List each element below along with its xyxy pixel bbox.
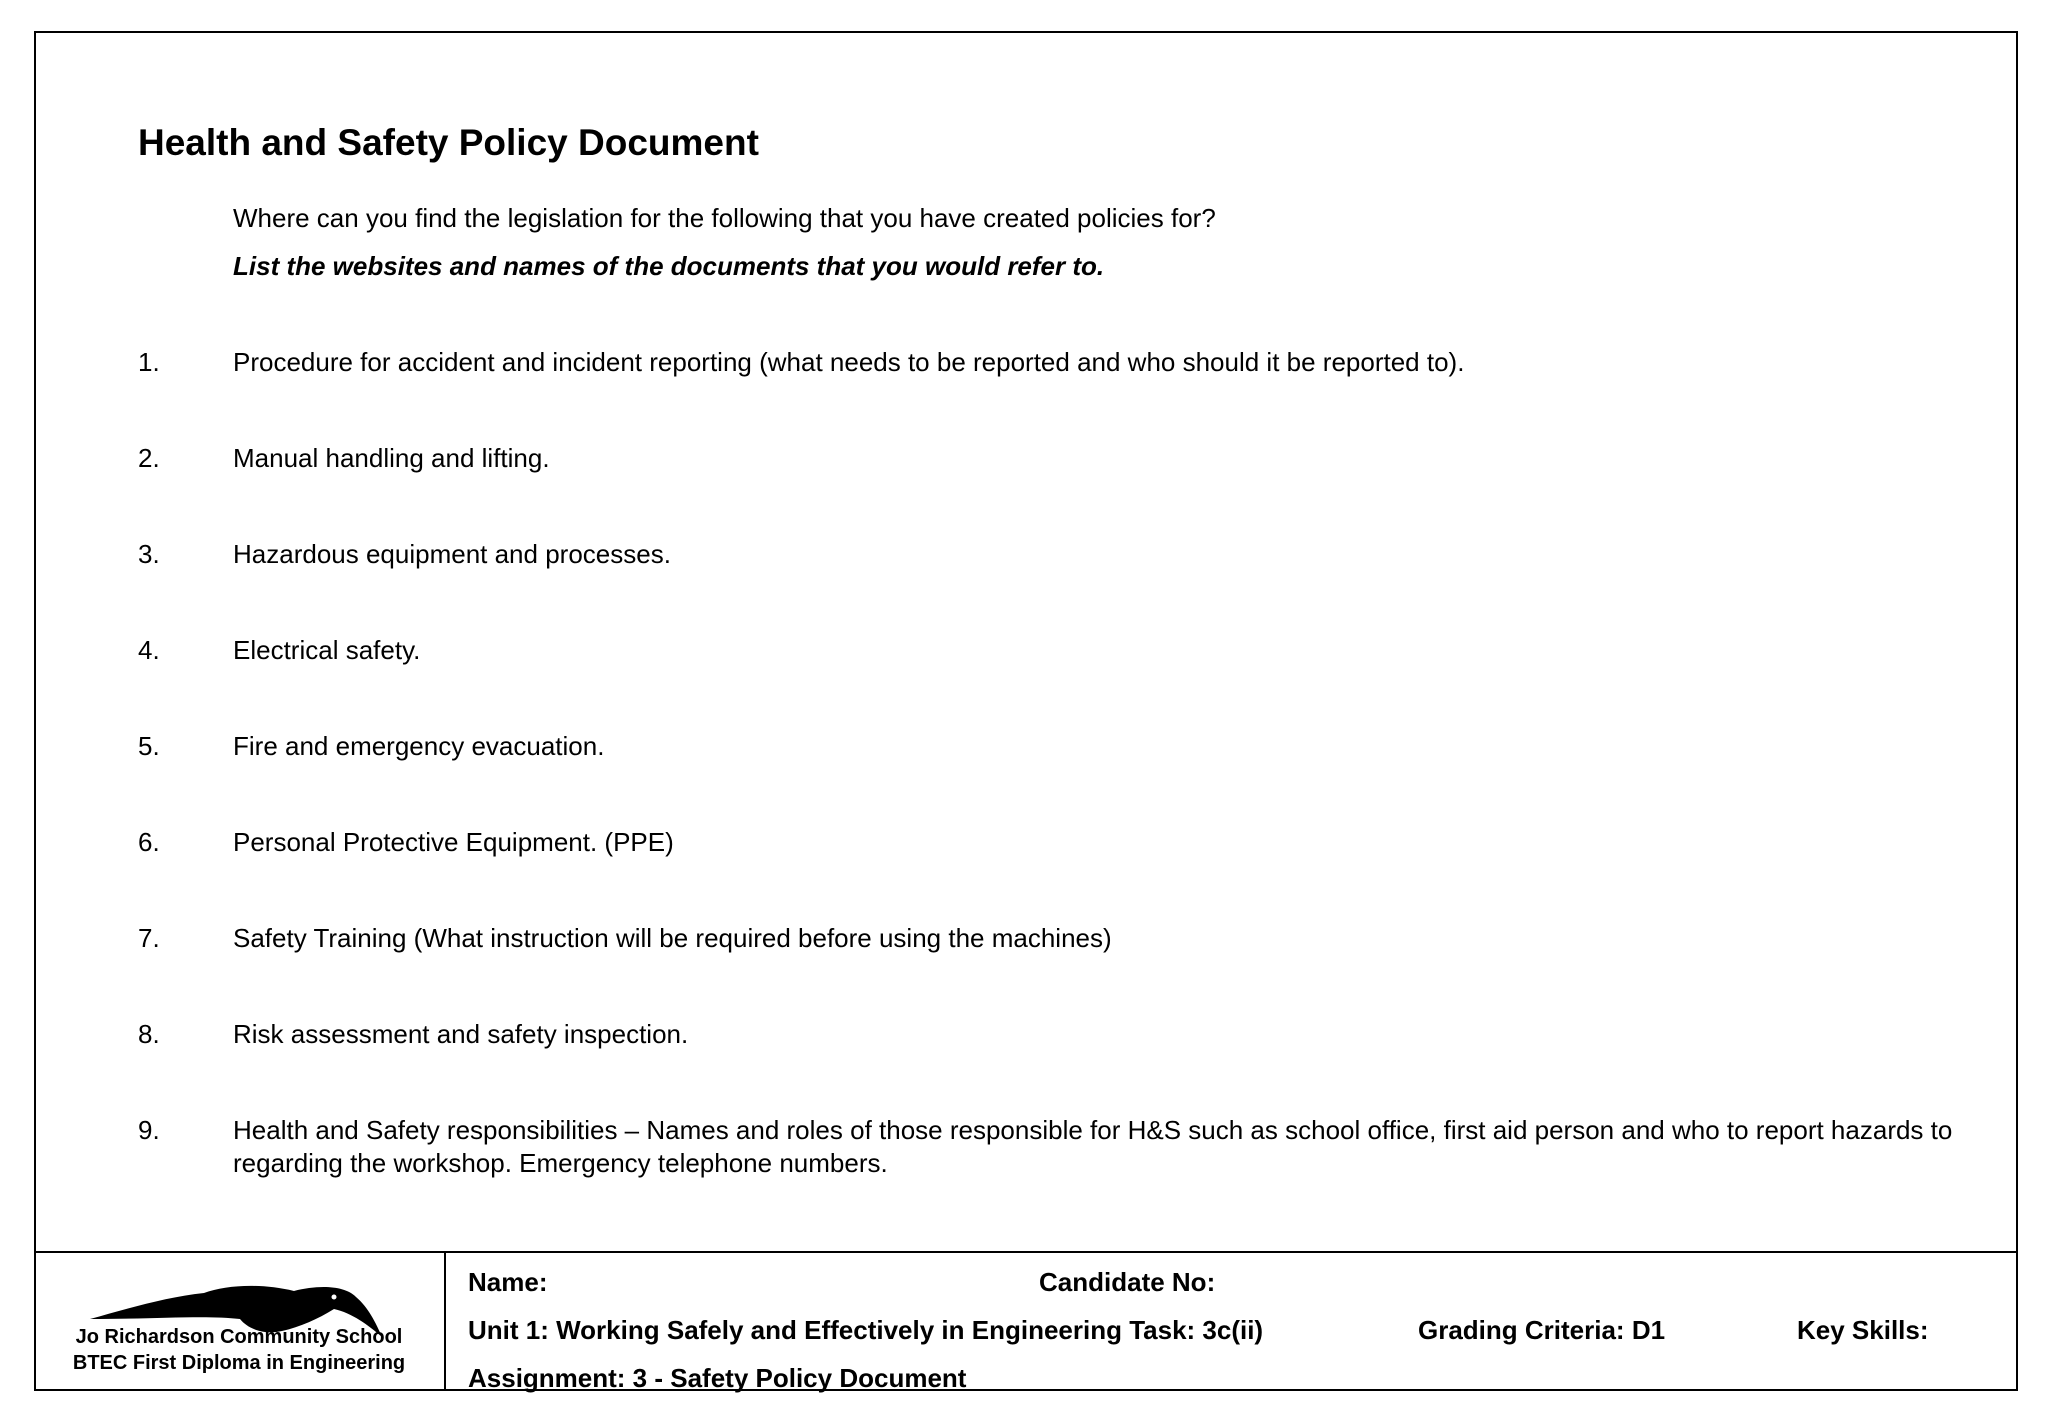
document-title: Health and Safety Policy Document <box>138 122 759 163</box>
list-item-text: Fire and emergency evacuation. <box>233 731 605 761</box>
list-item-text: Risk assessment and safety inspection. <box>233 1019 689 1049</box>
list-item-number: 8. <box>138 1019 160 1049</box>
school-logo <box>34 1253 444 1391</box>
unit-label: Unit 1: Working Safely and Effectively in Engineering Task: 3c(ii) <box>468 1315 1264 1345</box>
list-item-number: 5. <box>138 731 160 761</box>
intro-question: Where can you find the legislation for the following that you have created policies for? <box>233 203 1216 233</box>
footer-divider <box>444 1253 446 1391</box>
key-skills-label: Key Skills: <box>1797 1315 1929 1345</box>
list-item-text: Health and Safety responsibilities – Names and roles of those responsible for H&S such as school office, first aid person and who to report hazards to regarding the workshop. Emergency telephone numbers. <box>233 1115 1953 1178</box>
page-border <box>34 31 2018 1391</box>
intro-instruction: List the websites and names of the documents that you would refer to. <box>233 251 1105 281</box>
list-item-text: Manual handling and lifting. <box>233 443 550 473</box>
list-item-text: Personal Protective Equipment. (PPE) <box>233 827 674 857</box>
footer <box>34 1251 2018 1391</box>
list-item-number: 4. <box>138 635 160 665</box>
list-item-text: Hazardous equipment and processes. <box>233 539 671 569</box>
list-item-text: Safety Training (What instruction will be required before using the machines) <box>233 923 1112 953</box>
candidate-label: Candidate No: <box>1039 1267 1216 1297</box>
school-name: Jo Richardson Community School <box>75 1326 403 1348</box>
grading-label: Grading Criteria: D1 <box>1418 1315 1666 1345</box>
list-item-number: 6. <box>138 827 160 857</box>
name-label: Name: <box>468 1267 548 1297</box>
list-item-text: Electrical safety. <box>233 635 421 665</box>
list-item-number: 3. <box>138 539 160 569</box>
list-item-number: 2. <box>138 443 160 473</box>
list-item-number: 7. <box>138 923 160 953</box>
course-name: BTEC First Diploma in Engineering <box>72 1352 406 1374</box>
assignment-label: Assignment: 3 - Safety Policy Document <box>468 1363 967 1393</box>
list-item-text: Procedure for accident and incident reporting (what needs to be reported and who should it be reported to). <box>233 347 1465 377</box>
list-item-number: 1. <box>138 347 160 377</box>
list-item-number: 9. <box>138 1115 160 1145</box>
